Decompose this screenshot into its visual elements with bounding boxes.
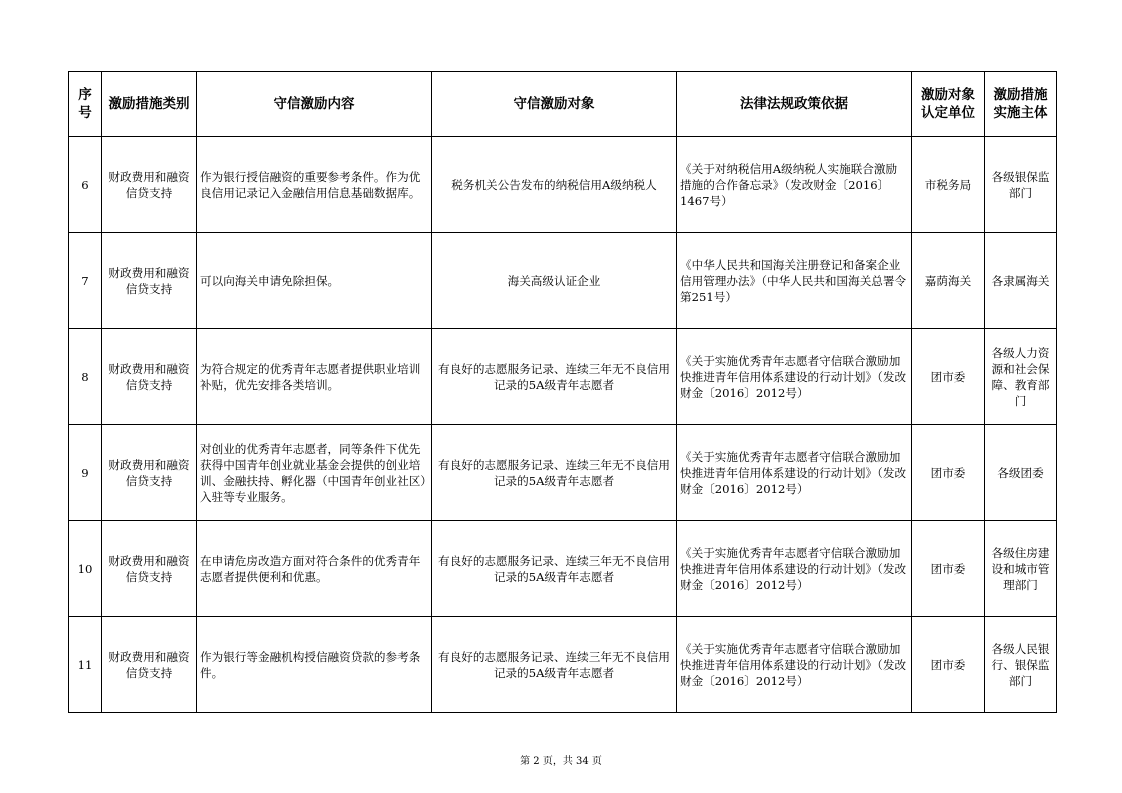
cell-executor: 各级银保监部门: [985, 137, 1057, 233]
cell-unit: 团市委: [912, 521, 985, 617]
cell-category: 财政费用和融资信贷支持: [102, 617, 197, 713]
cell-basis: 《关于实施优秀青年志愿者守信联合激励加快推进青年信用体系建设的行动计划》（发改财金〔2016〕2012号）: [677, 329, 912, 425]
cell-executor: 各级住房建设和城市管理部门: [985, 521, 1057, 617]
cell-executor: 各级人民银行、银保监部门: [985, 617, 1057, 713]
cell-category: 财政费用和融资信贷支持: [102, 233, 197, 329]
cell-no: 6: [69, 137, 102, 233]
cell-content: 作为银行等金融机构授信融资贷款的参考条件。: [197, 617, 432, 713]
cell-basis: 《关于实施优秀青年志愿者守信联合激励加快推进青年信用体系建设的行动计划》（发改财金〔2016〕2012号）: [677, 617, 912, 713]
header-row: [69, 72, 1057, 137]
header-category: 激励措施类别: [102, 72, 197, 137]
page-footer: 第 2 页，共 34 页: [520, 756, 602, 767]
cell-basis: 《关于对纳税信用A级纳税人实施联合激励措施的合作备忘录》（发改财金〔2016〕1467号）: [677, 137, 912, 233]
cell-content: 在申请危房改造方面对符合条件的优秀青年志愿者提供便利和优惠。: [197, 521, 432, 617]
table-row: [69, 329, 1057, 425]
cell-no: 9: [69, 425, 102, 521]
table-row: [69, 617, 1057, 713]
table-row: [69, 521, 1057, 617]
header-no: 序号: [69, 72, 102, 137]
header-executor: 激励措施实施主体: [985, 72, 1057, 137]
cell-no: 7: [69, 233, 102, 329]
cell-executor: 各隶属海关: [985, 233, 1057, 329]
cell-basis: 《关于实施优秀青年志愿者守信联合激励加快推进青年信用体系建设的行动计划》（发改财金〔2016〕2012号）: [677, 425, 912, 521]
cell-target: 海关高级认证企业: [432, 233, 677, 329]
cell-unit: 嘉荫海关: [912, 233, 985, 329]
header-target: 守信激励对象: [432, 72, 677, 137]
cell-content: 对创业的优秀青年志愿者，同等条件下优先获得中国青年创业就业基金会提供的创业培训、金融扶持、孵化器（中国青年创业社区）入驻等专业服务。: [197, 425, 432, 521]
cell-target: 有良好的志愿服务记录、连续三年无不良信用记录的5A级青年志愿者: [432, 329, 677, 425]
cell-basis: 《中华人民共和国海关注册登记和备案企业信用管理办法》（中华人民共和国海关总署令 第251号）: [677, 233, 912, 329]
cell-no: 8: [69, 329, 102, 425]
cell-content: 作为银行授信融资的重要参考条件。作为优良信用记录记入金融信用信息基础数据库。: [197, 137, 432, 233]
header-unit: 激励对象认定单位: [912, 72, 985, 137]
cell-content: 可以向海关申请免除担保。: [197, 233, 432, 329]
cell-executor: 各级团委: [985, 425, 1057, 521]
cell-category: 财政费用和融资信贷支持: [102, 425, 197, 521]
header-content: 守信激励内容: [197, 72, 432, 137]
table-row: [69, 233, 1057, 329]
cell-no: 10: [69, 521, 102, 617]
cell-unit: 团市委: [912, 425, 985, 521]
measures-table: [68, 71, 1057, 713]
cell-target: 税务机关公告发布的纳税信用A级纳税人: [432, 137, 677, 233]
table-row: [69, 425, 1057, 521]
cell-unit: 团市委: [912, 617, 985, 713]
cell-unit: 团市委: [912, 329, 985, 425]
cell-basis: 《关于实施优秀青年志愿者守信联合激励加快推进青年信用体系建设的行动计划》（发改财金〔2016〕2012号）: [677, 521, 912, 617]
cell-target: 有良好的志愿服务记录、连续三年无不良信用记录的5A级青年志愿者: [432, 521, 677, 617]
cell-category: 财政费用和融资信贷支持: [102, 329, 197, 425]
table-row: [69, 137, 1057, 233]
cell-unit: 市税务局: [912, 137, 985, 233]
cell-content: 为符合规定的优秀青年志愿者提供职业培训补贴，优先安排各类培训。: [197, 329, 432, 425]
cell-target: 有良好的志愿服务记录、连续三年无不良信用记录的5A级青年志愿者: [432, 425, 677, 521]
cell-target: 有良好的志愿服务记录、连续三年无不良信用记录的5A级青年志愿者: [432, 617, 677, 713]
cell-no: 11: [69, 617, 102, 713]
header-basis: 法律法规政策依据: [677, 72, 912, 137]
cell-category: 财政费用和融资信贷支持: [102, 521, 197, 617]
cell-executor: 各级人力资源和社会保障、教育部门: [985, 329, 1057, 425]
cell-category: 财政费用和融资信贷支持: [102, 137, 197, 233]
